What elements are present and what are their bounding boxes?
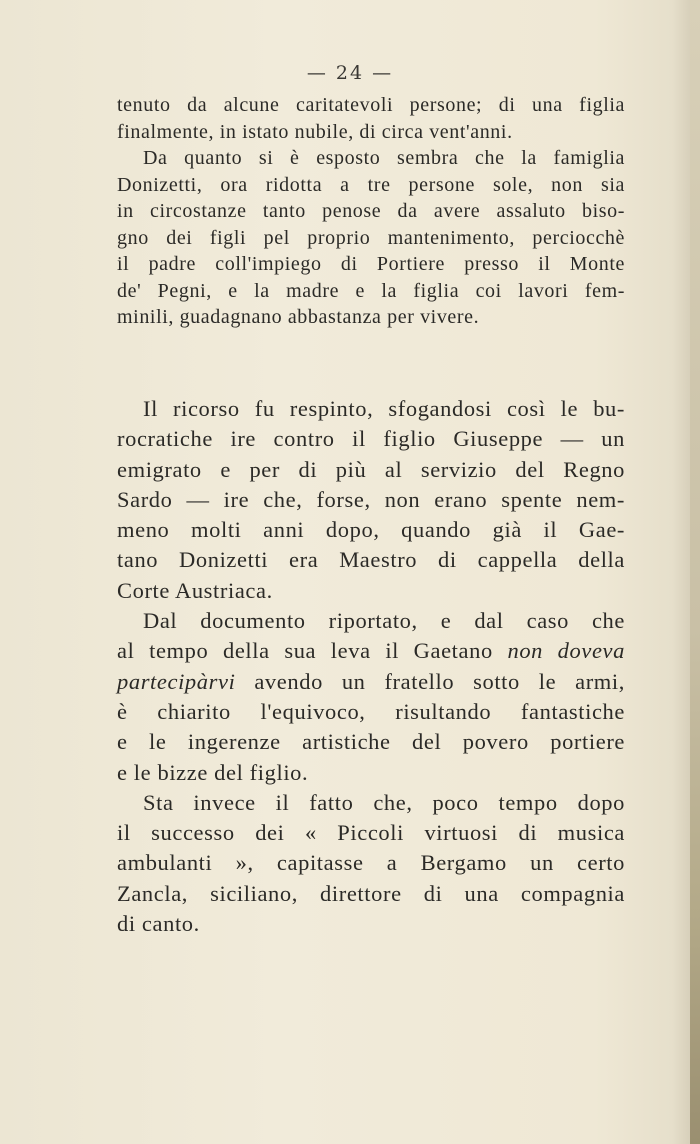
text-line: Sta invece il fatto che, poco tempo dopo [143,789,625,815]
page-edge [690,0,700,1144]
text-line: Zancla, siciliano, direttore di una compagnia [117,880,625,906]
paragraph [117,394,625,606]
text-line: tenuto da alcune caritatevoli persone; di una figlia [117,94,625,116]
text-run: avendo un fratello sotto le armi, [235,668,625,694]
text-line: e le bizze del figlio. [117,759,309,785]
paragraph [117,606,625,788]
text-line: Dal documento riportato, e dal caso che [143,608,625,634]
text-line: Da quanto si è esposto sembra che la famiglia [143,147,625,169]
text-line [117,667,625,697]
paragraph [117,788,625,939]
text-line [117,636,625,666]
text-line: Sardo — ire che, forse, non erano spente nem- [117,486,625,512]
italic-phrase: non doveva [507,638,625,664]
text-line: meno molti anni dopo, quando già il Gae- [117,517,625,543]
italic-phrase: partecipàrvi [117,668,236,694]
text-line: Corte Austriaca. [117,577,273,603]
paragraph [117,92,625,145]
text-line: minili, guadagnano abbastanza per vivere. [117,306,480,328]
text-line: Donizetti, ora ridotta a tre persone sole, non sia [117,173,625,196]
text-line: gno dei figli pel proprio mantenimento, perciocchè [117,226,625,249]
text-line: in circostanze tanto penose da avere assaluto biso- [117,200,625,222]
text-block-main [117,394,625,939]
text-line: il padre coll'impiego di Portiere presso il Monte [117,253,625,275]
text-line: tano Donizetti era Maestro di cappella della [117,547,625,573]
paragraph [117,145,625,331]
page-number: — 24 — [306,62,394,84]
text-line: de' Pegni, e la madre e la figlia coi lavori fem- [117,279,625,302]
text-line: emigrato e per di più al servizio del Regno [117,456,625,482]
text-line: è chiarito l'equivoco, risultando fantastiche [117,698,625,724]
text-line: ambulanti », capitasse a Bergamo un certo [117,850,625,876]
text-line: rocratiche ire contro il figlio Giuseppe — un [117,426,625,452]
text-line: di canto. [117,911,200,937]
text-block-top [117,92,625,331]
text-line: finalmente, in istato nubile, di circa vent'anni. [117,120,513,143]
text-line: il successo dei « Piccoli virtuosi di musica [117,820,625,846]
text-line: Il ricorso fu respinto, sfogandosi così le bu- [143,396,625,421]
text-line: e le ingerenze artistiche del povero portiere [117,729,625,755]
text-run: al tempo della sua leva il Gaetano [117,638,508,664]
